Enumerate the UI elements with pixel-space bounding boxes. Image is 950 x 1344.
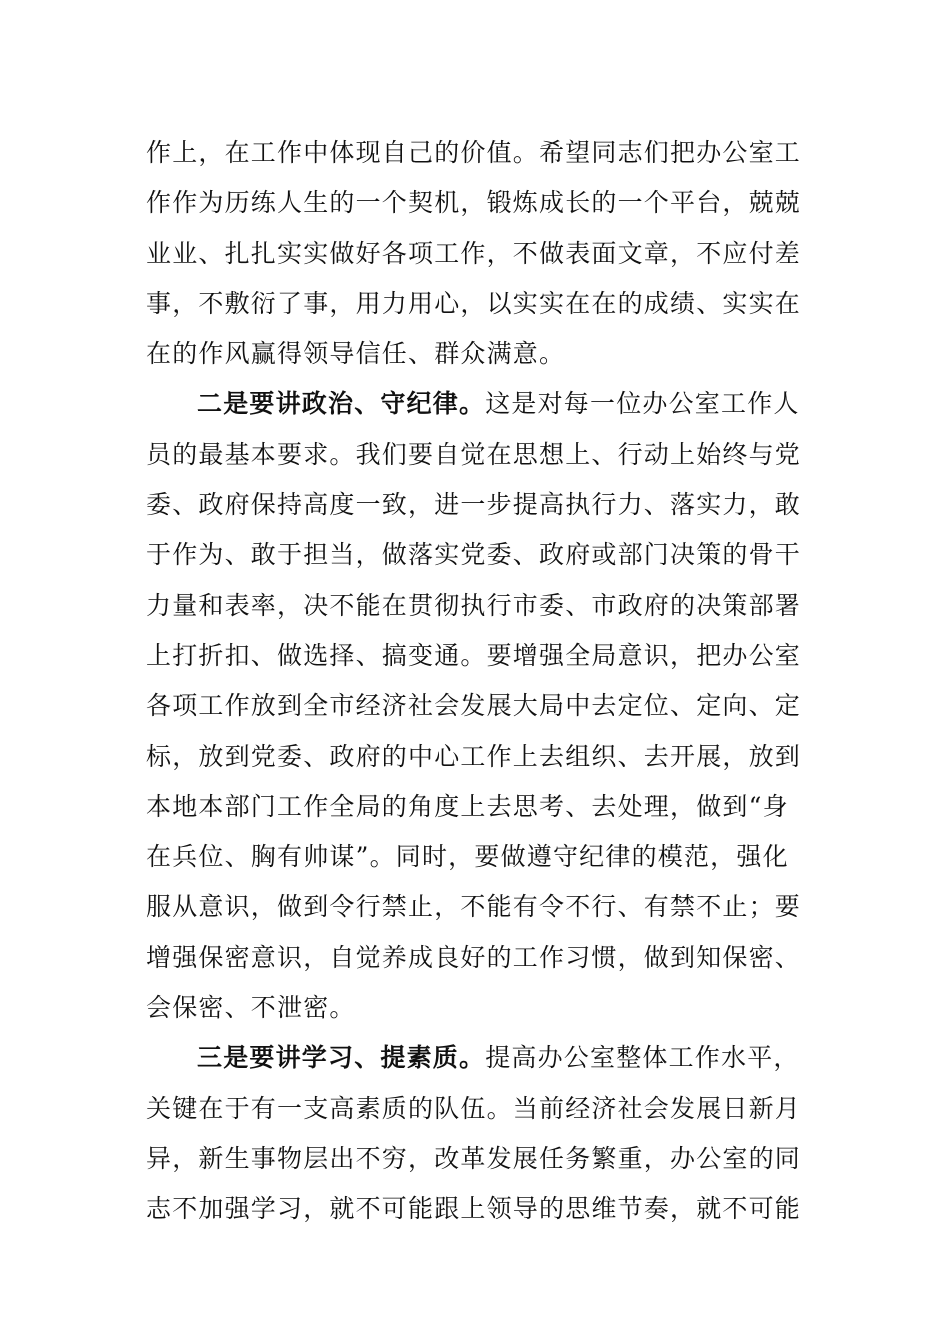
text-line: 标，放到党委、政府的中心工作上去组织、去开展，放到 [146, 741, 802, 771]
paragraph-2 [146, 379, 802, 1033]
paragraph-1 [146, 128, 802, 379]
text-line: 异，新生事物层出不穷，改革发展任务繁重，办公室的同 [146, 1143, 802, 1173]
text-line: 增强保密意识，自觉养成良好的工作习惯，做到知保密、 [146, 942, 802, 972]
paragraph-heading: 二是要讲政治、守纪律。 [197, 389, 486, 419]
text-run: 这是对每一位办公室工作人 [485, 389, 800, 419]
paragraph-first-line [146, 1033, 800, 1083]
text-line: 委、政府保持高度一致，进一步提高执行力、落实力，敢 [146, 490, 802, 520]
text-line: 在的作风赢得领导信任、群众满意。 [146, 339, 566, 369]
text-line: 作作为历练人生的一个契机，锻炼成长的一个平台，兢兢 [146, 188, 802, 218]
text-line: 志不加强学习，就不可能跟上领导的思维节奏，就不可能 [146, 1194, 802, 1224]
text-line: 作上，在工作中体现自己的价值。希望同志们把办公室工 [146, 138, 802, 167]
text-line: 力量和表率，决不能在贯彻执行市委、市政府的决策部署 [146, 590, 802, 620]
text-line: 关键在于有一支高素质的队伍。当前经济社会发展日新月 [146, 1093, 802, 1123]
text-line: 员的最基本要求。我们要自觉在思想上、行动上始终与党 [146, 439, 802, 469]
text-line: 事，不敷衍了事，用力用心，以实实在在的成绩、实实在 [146, 288, 802, 318]
paragraph-heading: 三是要讲学习、提素质。 [197, 1043, 486, 1073]
text-run: 提高办公室整体工作水平， [485, 1043, 800, 1073]
paragraph-first-line [146, 379, 800, 429]
text-line: 在兵位、胸有帅谋”。同时，要做遵守纪律的模范，强化 [146, 842, 789, 872]
text-line: 本地本部门工作全局的角度上去思考、去处理，做到“身 [146, 791, 789, 821]
text-line: 业业、扎扎实实做好各项工作，不做表面文章，不应付差 [146, 238, 802, 268]
paragraph-3 [146, 1033, 802, 1234]
text-line: 会保密、不泄密。 [146, 993, 356, 1023]
document-body [146, 128, 802, 1235]
text-line: 于作为、敢于担当，做落实党委、政府或部门决策的骨干 [146, 540, 802, 570]
text-line: 服从意识，做到令行禁止，不能有令不行、有禁不止；要 [146, 892, 802, 922]
text-line: 各项工作放到全市经济社会发展大局中去定位、定向、定 [146, 691, 802, 721]
text-line: 上打折扣、做选择、搞变通。要增强全局意识，把办公室 [146, 640, 802, 670]
